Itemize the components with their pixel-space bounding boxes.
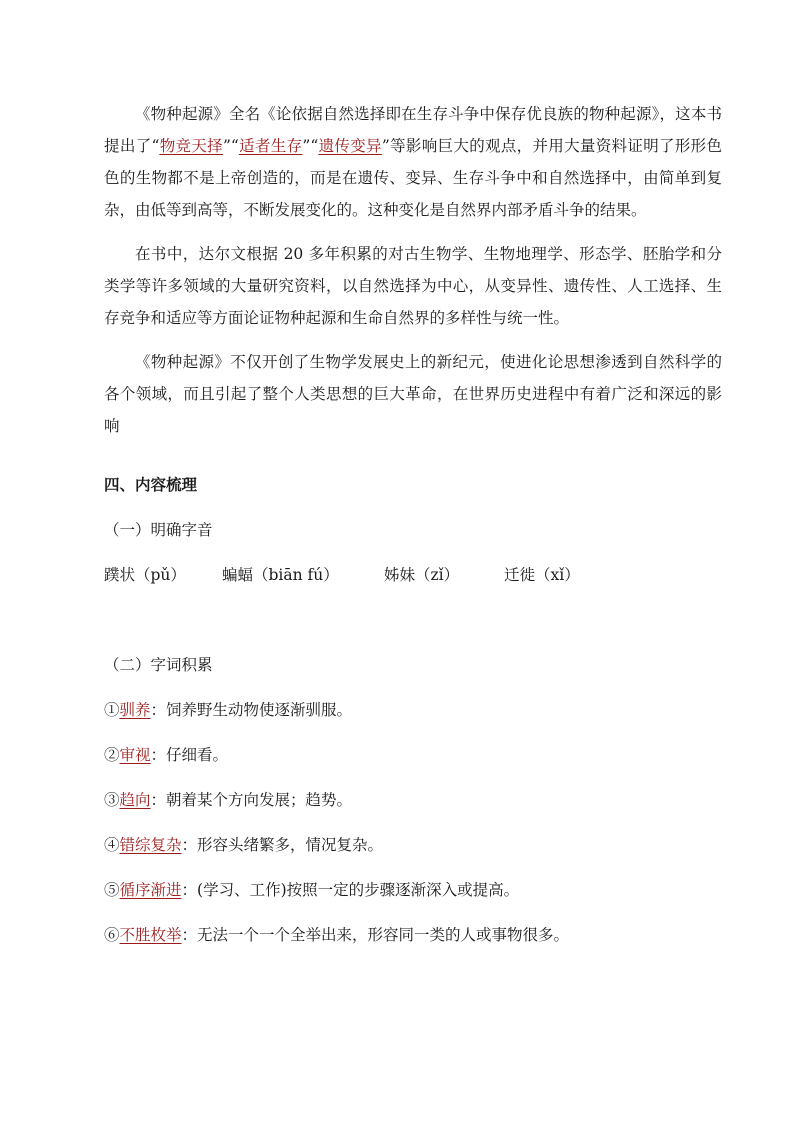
vocab-term: 趋向 [119, 791, 151, 809]
text-segment: ”“ [222, 137, 239, 155]
intro-paragraph-3: 《物种起源》不仅开创了生物学发展史上的新纪元，使进化论思想渗透到自然科学的各个领域，而且引起了整个人类思想的巨大革命，在世界历史进程中有着广泛和深远的影响 [104, 353, 722, 435]
term-yichuanbianyi: 遗传变异 [318, 137, 382, 155]
pronunciation-item: 姊妹（zǐ） [384, 566, 460, 584]
vocab-item [104, 923, 569, 945]
text-segment: ”“ [302, 137, 319, 155]
vocab-definition: ：无法一个一个全举出来，形容同一类的人或事物很多。 [181, 926, 570, 944]
vocab-item [104, 698, 352, 720]
vocab-definition: ：朝着某个方向发展；趋势。 [150, 791, 353, 809]
section-heading: 四、内容梳理 [104, 475, 198, 494]
subsection-title-pronunciation: （一）明确字音 [104, 521, 213, 539]
vocab-item [104, 743, 228, 765]
vocab-definition: ：形容头绪繁多，情况复杂。 [181, 836, 384, 854]
vocab-item [104, 788, 352, 810]
vocab-definition: ：仔细看。 [150, 746, 229, 764]
vocab-term: 审视 [119, 746, 151, 764]
vocab-number: ② [104, 746, 120, 764]
vocab-number: ⑤ [104, 881, 120, 899]
term-wujingtianze: 物竞天择 [159, 137, 223, 155]
intro-paragraph-2: 在书中，达尔文根据 20 多年积累的对古生物学、生物地理学、形态学、胚胎学和分类学等许多领域的大量研究资料，以自然选择为中心，从变异性、遗传性、人工选择、生存竞争和适应等方面论证物种起源和生命自然界的多样性与统一性。 [104, 245, 722, 327]
vocab-number: ④ [104, 836, 120, 854]
text-segment: ”等影响巨大的观点，并用大量资料证明了形形色色的生物都不是上帝创造的，而是在遗传、变异、生存斗争中和自然选择中，由简单到复杂，由低等到高等，不断发展变化的。这种变化是自然界内部矛盾斗争的结果。 [104, 137, 722, 219]
vocab-number: ① [104, 701, 120, 719]
vocab-term: 错综复杂 [119, 836, 182, 854]
vocab-item [104, 878, 519, 900]
vocab-term: 不胜枚举 [119, 926, 182, 944]
intro-paragraph-1 [104, 98, 722, 226]
subsection-title-vocabulary: （二）字词积累 [104, 656, 213, 674]
vocab-number: ③ [104, 791, 120, 809]
vocab-item [104, 833, 383, 855]
vocab-term: 驯养 [119, 701, 151, 719]
term-shizheshengcun: 适者生存 [238, 137, 303, 155]
vocab-term: 循序渐进 [119, 881, 182, 899]
pronunciation-item: 蹼状（pǔ） [104, 566, 186, 584]
vocab-definition: ：(学习、工作)按照一定的步骤逐渐深入或提高。 [181, 881, 520, 899]
pronunciation-item: 迁徙（xǐ） [504, 566, 580, 584]
pronunciation-item: 蝙蝠（biān fú） [222, 566, 339, 584]
vocab-number: ⑥ [104, 926, 120, 944]
text-segment: 《物种起源》全名《论依据自然选择即在生存斗争中保存优良族的物种起源》，这本书提出了“ [104, 105, 722, 155]
vocab-definition: ：饲养野生动物使逐渐驯服。 [150, 701, 353, 719]
